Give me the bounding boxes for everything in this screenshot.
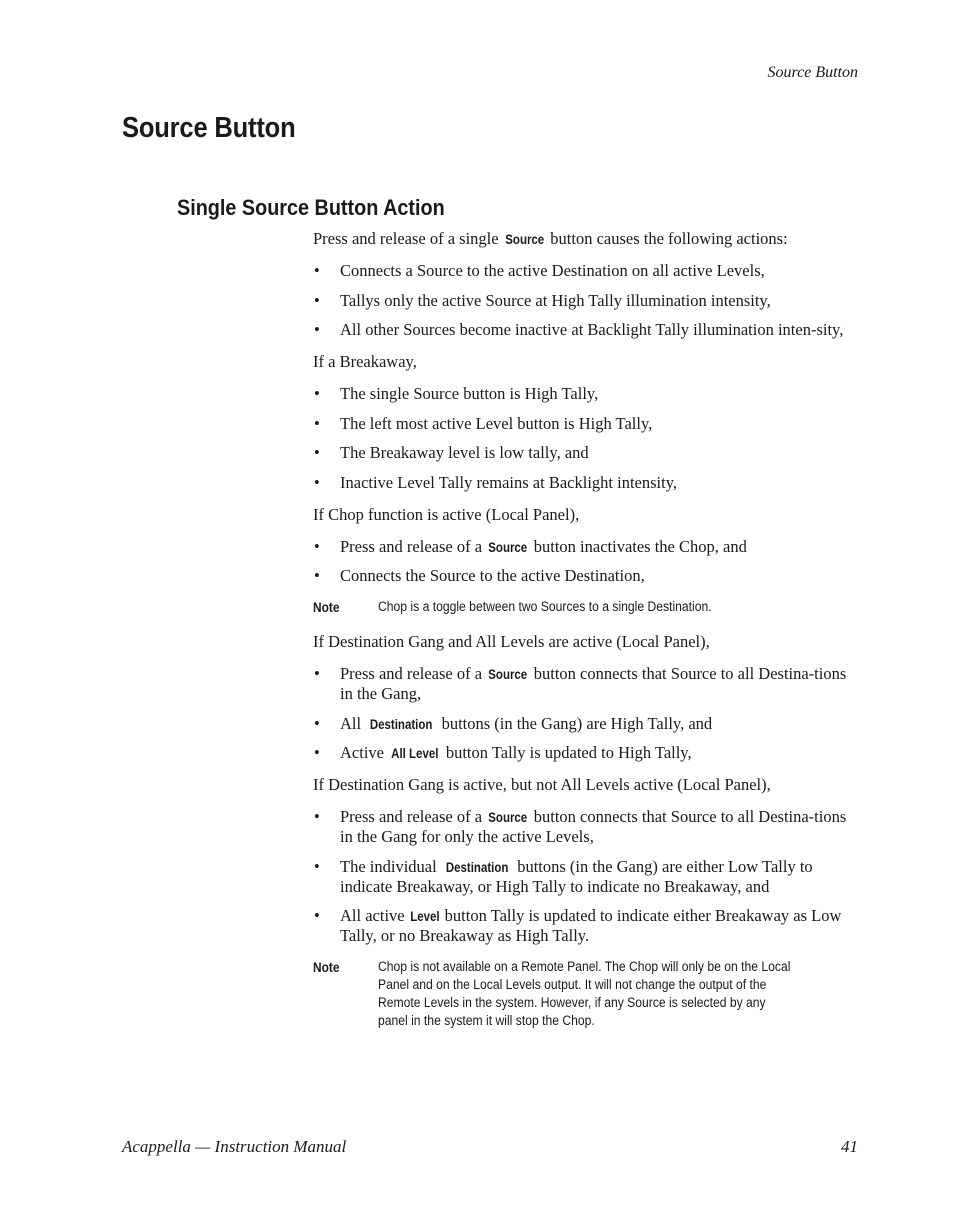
list-item: • All Destination buttons (in the Gang) are High Tally, and	[313, 714, 861, 734]
note-text: Chop is not available on a Remote Panel. The Chop will only be on the Local Panel and on the Local Levels output. It will not change the output of the Remote Levels in the system. However, if any Source is selected by any panel in the system it will stop the Chop.	[378, 959, 791, 1028]
gang-all-levels-intro: If Destination Gang and All Levels are active (Local Panel),	[313, 632, 710, 651]
footer-manual-title: Acappella — Instruction Manual	[122, 1137, 347, 1156]
chop-list	[313, 537, 861, 587]
list-item: • All active Level button Tally is updated to indicate either Breakaway as Low Tally, or no Breakaway as High Tally.	[313, 906, 861, 946]
list-item: • Inactive Level Tally remains at Backlight intensity,	[313, 473, 861, 493]
note-label: Note	[313, 599, 340, 615]
section-body	[313, 229, 861, 1046]
source-keyword: Source	[488, 666, 528, 682]
note-text: Chop is a toggle between two Sources to a single Destination.	[378, 599, 712, 614]
destination-keyword: Destination	[370, 715, 433, 732]
list-item: • Press and release of a Source button connects that Source to all Destina-tions in the Gang,	[313, 664, 861, 704]
note-chop-toggle	[313, 598, 861, 616]
list-item: • Press and release of a Source button connects that Source to all Destina-tions in the Gang for only the active Levels,	[313, 807, 861, 847]
list-item: • The single Source button is High Tally,	[313, 384, 861, 404]
note-chop-remote	[313, 958, 861, 1030]
list-item: • Active All Level button Tally is updated to High Tally,	[313, 743, 861, 763]
running-header: Source Button	[767, 64, 858, 81]
page-number: 41	[841, 1137, 858, 1156]
breakaway-list	[313, 384, 861, 493]
source-keyword: Source	[488, 538, 528, 555]
list-item: • All other Sources become inactive at Backlight Tally illumination inten-sity,	[313, 320, 861, 340]
actions-list	[313, 261, 861, 340]
list-item: • The Breakaway level is low tally, and	[313, 443, 861, 463]
section-title: Single Source Button Action	[177, 195, 445, 220]
intro-text: Press and release of a single	[313, 229, 503, 248]
list-item: • Connects a Source to the active Destination on all active Levels,	[313, 261, 861, 281]
source-keyword: Source	[488, 809, 528, 825]
destination-keyword: Destination	[445, 858, 509, 875]
list-item: • The left most active Level button is High Tally,	[313, 414, 861, 434]
page-title: Source Button	[122, 112, 296, 144]
list-item: • Connects the Source to the active Destination,	[313, 566, 861, 586]
intro-paragraph	[313, 229, 861, 249]
chop-intro: If Chop function is active (Local Panel),	[313, 504, 580, 524]
all-level-keyword: All Level	[391, 745, 439, 761]
gang-not-all-levels-intro: If Destination Gang is active, but not All Levels active (Local Panel),	[313, 775, 771, 794]
list-item: • The individual Destination buttons (in the Gang) are either Low Tally to indicate Breakaway, or High Tally to indicate no Breakaway, and	[313, 857, 861, 897]
list-item: • Press and release of a Source button inactivates the Chop, and	[313, 537, 861, 557]
gang-not-all-levels-list	[313, 807, 861, 946]
gang-all-levels-list	[313, 664, 861, 763]
note-label: Note	[313, 959, 340, 975]
breakaway-intro: If a Breakaway,	[313, 352, 417, 371]
list-item: • Tallys only the active Source at High Tally illumination intensity,	[313, 291, 861, 311]
level-keyword: Level	[409, 908, 440, 924]
intro-text-end: button causes the following actions:	[546, 229, 788, 248]
source-keyword: Source	[504, 231, 544, 247]
